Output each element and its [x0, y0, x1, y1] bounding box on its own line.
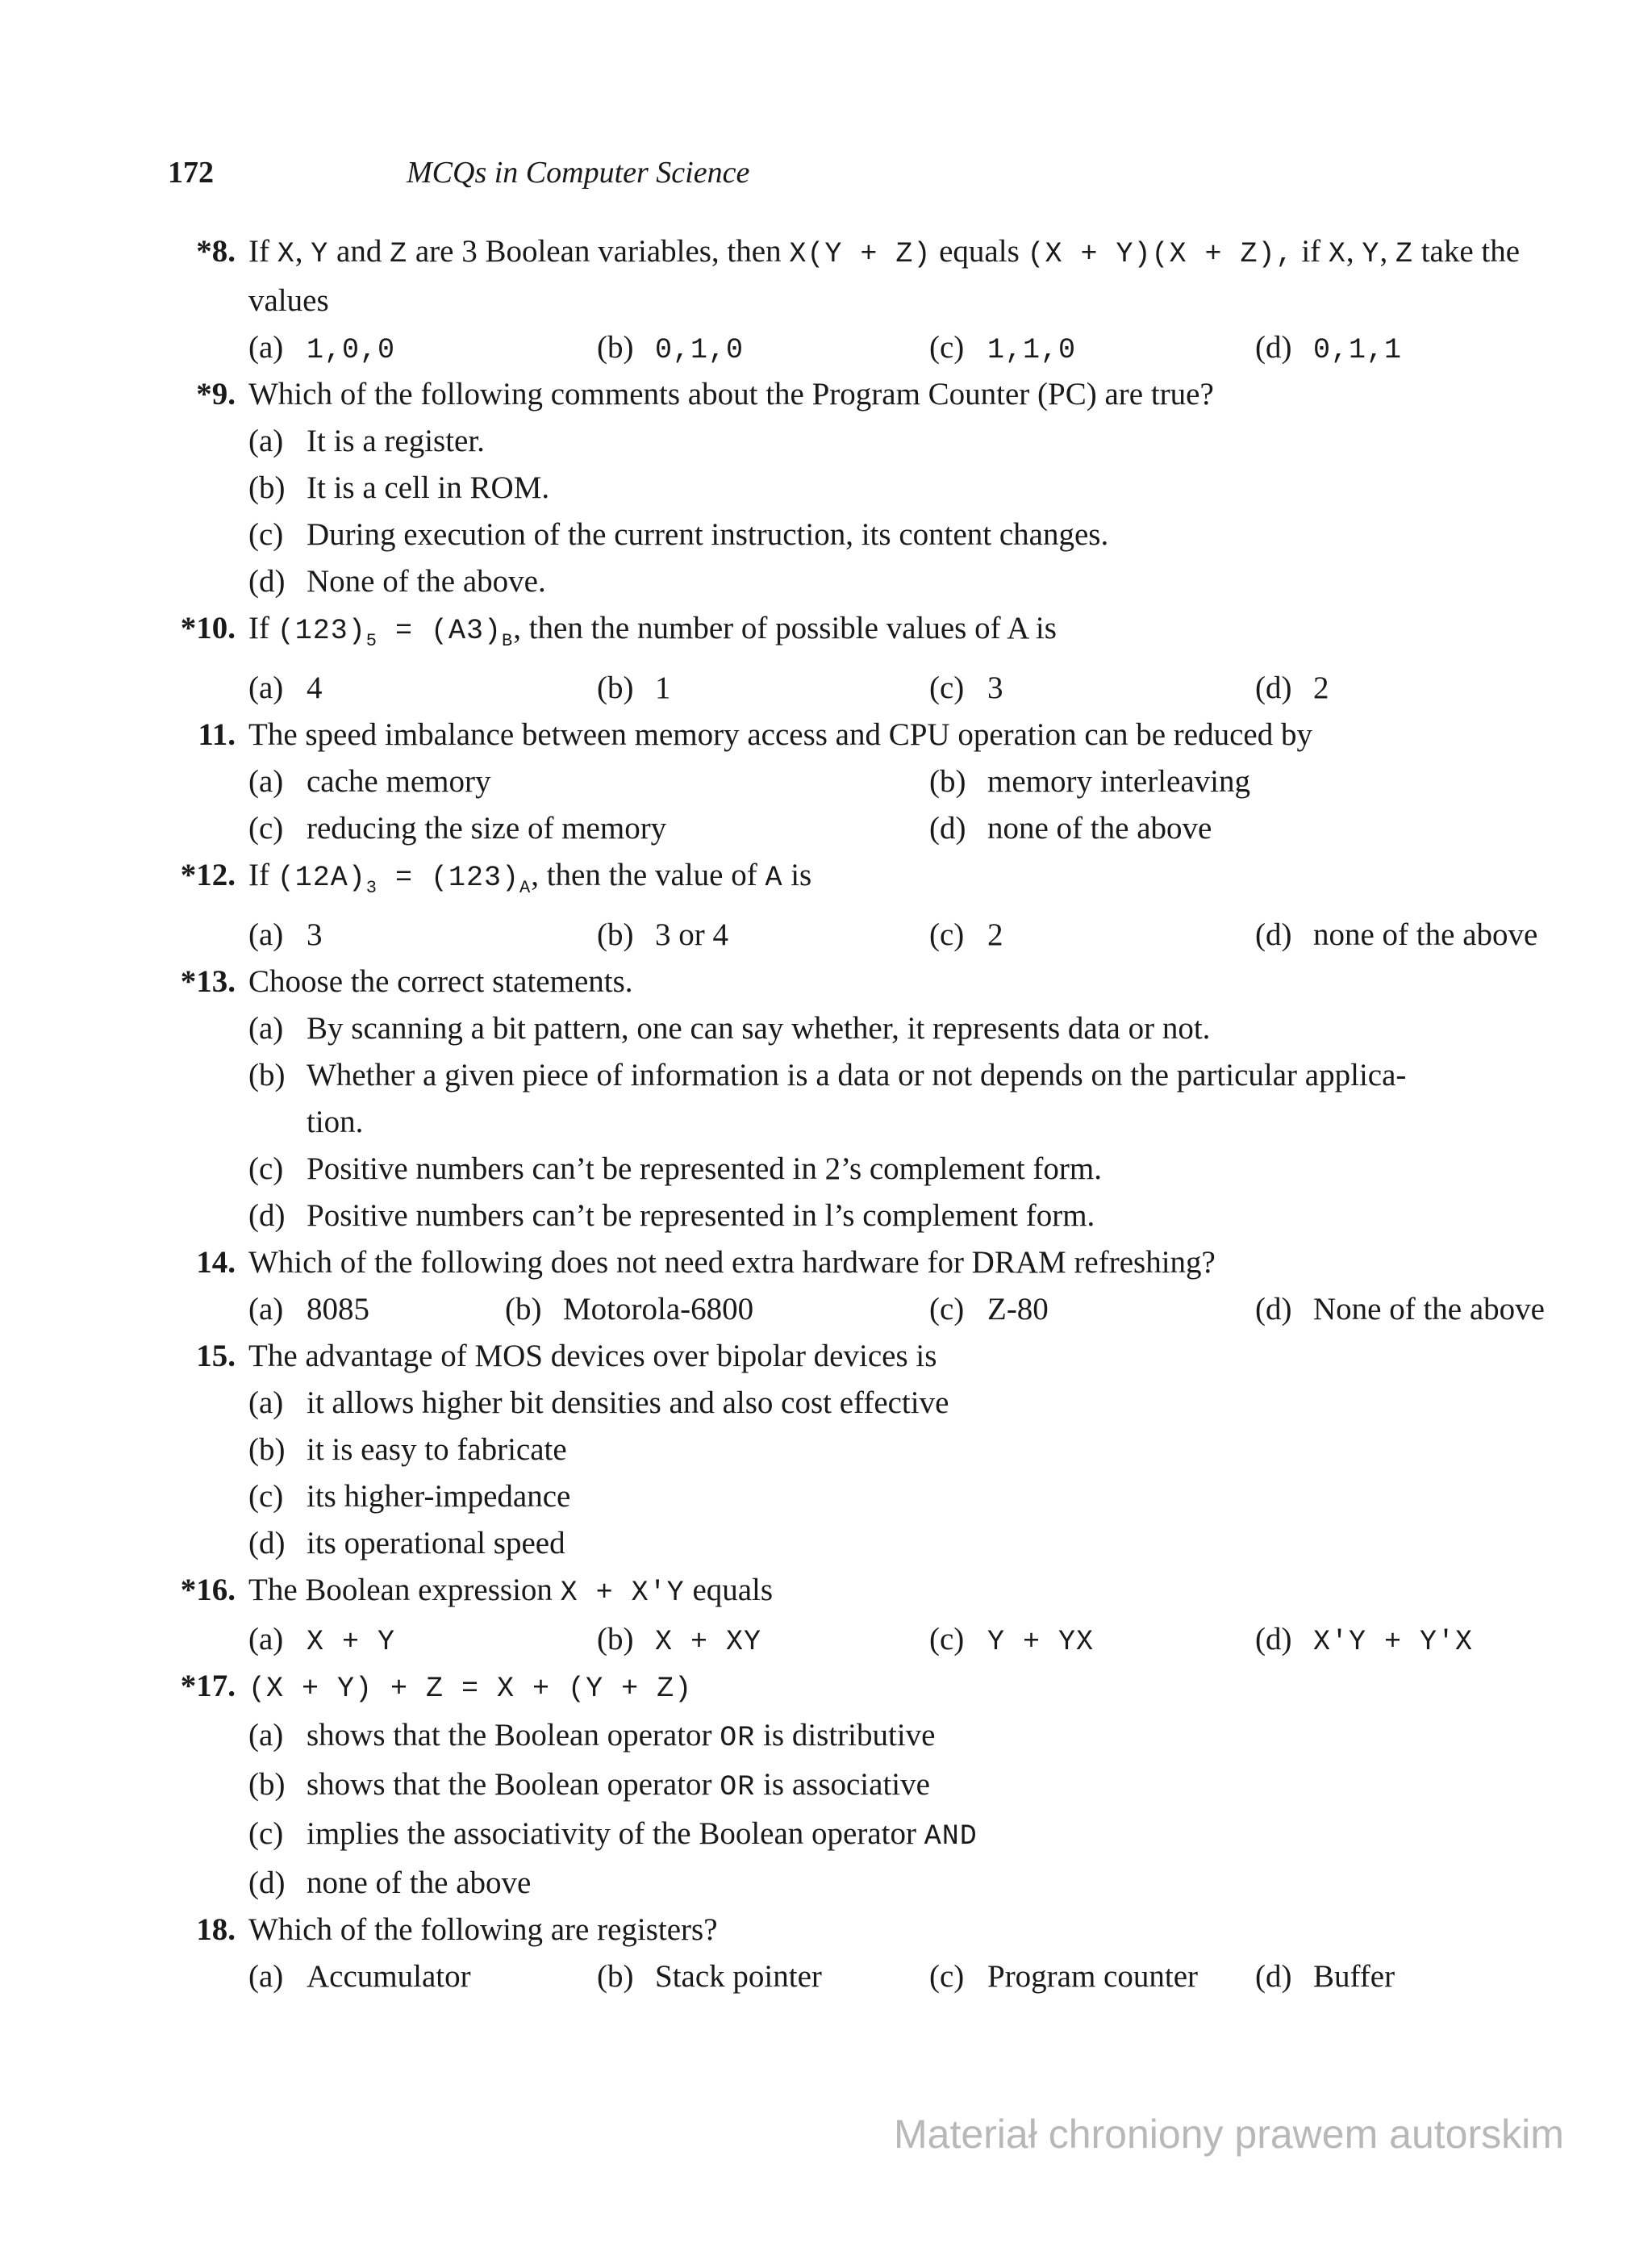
- option-row: [0, 912, 1652, 959]
- text-run: The speed imbalance between memory access and CPU operation can be reduced by: [248, 716, 1312, 752]
- base-subscript: 5: [365, 630, 378, 651]
- answer-option: [0, 1860, 1652, 1907]
- code-expression: (12A): [277, 861, 366, 894]
- text-run: shows that the Boolean operator: [307, 1766, 720, 1802]
- answer-option: [0, 1193, 1652, 1239]
- question-number: *8.: [196, 234, 236, 269]
- text-run: Positive numbers can’t be represented in 2’s complement form.: [307, 1151, 1102, 1186]
- option-label: (b): [248, 470, 286, 505]
- base-subscript: 3: [365, 877, 378, 898]
- option-label: (d): [1255, 917, 1292, 952]
- option-list: [0, 1380, 1652, 1567]
- answer-option: [0, 512, 1652, 558]
- text-run: , then the number of possible values of A is: [513, 611, 1057, 645]
- text-run: None of the above: [1313, 1291, 1545, 1326]
- answer-option: [248, 912, 323, 959]
- answer-option: [248, 1953, 471, 2000]
- text-run: are 3 Boolean variables, then: [407, 234, 790, 269]
- text-run: equals: [931, 234, 1028, 269]
- text-run: and: [328, 234, 390, 269]
- option-label: (c): [248, 517, 284, 552]
- text-run: none of the above: [987, 810, 1212, 846]
- page-header: [168, 155, 750, 190]
- text-run: During execution of the current instruction, its content changes.: [307, 517, 1109, 552]
- option-label: (c): [248, 1151, 284, 1186]
- answer-option: [929, 1953, 1198, 2000]
- answer-option: [0, 558, 1652, 605]
- option-row: [0, 324, 1652, 371]
- text-run: 3: [307, 917, 323, 952]
- text-run: ,: [1379, 234, 1395, 269]
- option-label: (a): [248, 424, 284, 458]
- option-label: (b): [597, 917, 634, 952]
- option-row: [0, 1953, 1652, 2000]
- answer-option: [597, 1953, 822, 2000]
- text-run: Stack pointer: [655, 1958, 822, 1994]
- text-run: memory interleaving: [987, 763, 1250, 799]
- code-expression: Z: [1395, 238, 1413, 270]
- option-label: (c): [929, 1291, 965, 1326]
- question-stem: [0, 1333, 1652, 1380]
- option-label: (a): [248, 763, 284, 799]
- code-expression: AND: [924, 1819, 978, 1853]
- text-run: Z-80: [987, 1291, 1049, 1326]
- text-run: cache memory: [307, 763, 491, 799]
- text-run: it is easy to fabricate: [307, 1431, 567, 1467]
- text-run: it allows higher bit densities and also cost effective: [307, 1385, 949, 1420]
- question-stem: [0, 228, 1652, 324]
- question-number: 14.: [196, 1244, 236, 1280]
- question-stem: [0, 712, 1652, 758]
- option-label: (c): [248, 1478, 284, 1514]
- book-title: MCQs in Computer Science: [407, 156, 750, 190]
- question-number: *9.: [196, 377, 236, 412]
- code-expression: Z: [390, 238, 408, 270]
- text-run: 2: [1313, 670, 1329, 705]
- answer-option: [0, 1052, 1652, 1146]
- option-label: (d): [248, 564, 286, 599]
- option-label: (c): [248, 1815, 284, 1851]
- answer-option: [597, 912, 728, 959]
- option-label: (a): [248, 1717, 284, 1753]
- question-stem: [0, 605, 1652, 665]
- code-expression: X + Y: [307, 1625, 396, 1658]
- question: [0, 1663, 1652, 1907]
- code-expression: = (A3): [377, 615, 502, 647]
- option-row: [0, 665, 1652, 712]
- question: [0, 852, 1652, 959]
- answer-option: [0, 1427, 1652, 1473]
- text-run: The Boolean expression: [248, 1572, 561, 1607]
- question-stem: [0, 1239, 1652, 1286]
- option-label: (d): [1255, 330, 1292, 365]
- question-number: 18.: [196, 1911, 236, 1947]
- text-run: Motorola-6800: [563, 1291, 754, 1326]
- code-expression: X: [1328, 238, 1346, 270]
- option-row: [0, 1286, 1652, 1333]
- code-expression: 0,1,1: [1313, 334, 1403, 366]
- question-number: *12.: [180, 857, 236, 892]
- option-label: (c): [929, 330, 965, 365]
- option-label: (a): [248, 670, 284, 705]
- option-label: (b): [248, 1431, 286, 1467]
- option-list: [0, 1712, 1652, 1907]
- text-run: Program counter: [987, 1958, 1199, 1994]
- answer-option: [1255, 324, 1402, 374]
- answer-option: [597, 324, 744, 374]
- answer-option: [929, 805, 1212, 852]
- answer-option: [929, 1616, 1094, 1665]
- question-stem: [0, 852, 1652, 912]
- question-stem: [0, 1907, 1652, 1953]
- option-continuation: tion.: [307, 1104, 364, 1139]
- answer-option: [1255, 1286, 1545, 1333]
- code-expression: X'Y + Y'X: [1313, 1625, 1474, 1658]
- option-label: (c): [929, 1958, 965, 1994]
- answer-option: [597, 1616, 761, 1665]
- code-expression: Y: [1362, 238, 1380, 270]
- text-run: Which of the following comments about the Program Counter (PC) are true?: [248, 377, 1214, 412]
- text-run: If: [248, 234, 277, 269]
- text-run: 2: [987, 917, 1003, 952]
- question: [0, 959, 1652, 1239]
- text-run: If: [248, 857, 277, 892]
- option-label: (a): [248, 1958, 284, 1994]
- question-number: *13.: [180, 963, 236, 999]
- text-run: Positive numbers can’t be represented in l’s complement form.: [307, 1197, 1095, 1233]
- option-label: (c): [248, 810, 284, 846]
- code-expression: 1,0,0: [307, 334, 396, 366]
- option-label: (d): [248, 1525, 286, 1560]
- answer-option: [0, 1473, 1652, 1520]
- question-number: *17.: [180, 1668, 236, 1703]
- text-run: 8085: [307, 1291, 369, 1326]
- answer-option: [0, 418, 1652, 465]
- option-label: (d): [248, 1865, 286, 1900]
- text-run: 4: [307, 670, 323, 705]
- answer-option: [0, 465, 1652, 512]
- code-expression: OR: [720, 1721, 756, 1754]
- answer-option: [929, 758, 1250, 805]
- option-label: (a): [248, 1385, 284, 1420]
- answer-option: [1255, 665, 1329, 712]
- answer-option: [248, 805, 666, 852]
- answer-option: [929, 665, 1003, 712]
- text-run: its higher-impedance: [307, 1478, 571, 1514]
- option-row: [0, 805, 1652, 852]
- answer-option: [0, 1146, 1652, 1193]
- text-run: The advantage of MOS devices over bipolar devices is: [248, 1338, 937, 1373]
- option-label: (c): [929, 1621, 965, 1656]
- text-run: None of the above.: [307, 564, 546, 599]
- answer-option: [1255, 1616, 1473, 1665]
- option-label: (d): [1255, 1958, 1292, 1994]
- text-run: equals: [684, 1572, 774, 1607]
- text-run: take the values: [248, 234, 1521, 318]
- answer-option: [1255, 1953, 1395, 2000]
- question-stem: [0, 1567, 1652, 1616]
- option-label: (c): [929, 917, 965, 952]
- option-label: (d): [1255, 670, 1292, 705]
- option-label: (a): [248, 330, 284, 365]
- option-list: [0, 418, 1652, 605]
- text-run: 3 or 4: [655, 917, 728, 952]
- option-label: (d): [929, 810, 966, 846]
- answer-option: [248, 758, 490, 805]
- code-expression: X + X'Y: [560, 1576, 685, 1609]
- option-label: (a): [248, 1291, 284, 1326]
- text-run: its operational speed: [307, 1525, 565, 1560]
- text-run: Which of the following does not need extra hardware for DRAM refreshing?: [248, 1244, 1216, 1280]
- text-run: By scanning a bit pattern, one can say whether, it represents data or not.: [307, 1010, 1211, 1046]
- code-expression: (X + Y)(X + Z),: [1027, 238, 1294, 270]
- code-expression: Y + YX: [987, 1625, 1095, 1658]
- option-label: (b): [597, 1958, 634, 1994]
- answer-option: [929, 912, 1003, 959]
- option-label: (a): [248, 1621, 284, 1656]
- text-run: Which of the following are registers?: [248, 1911, 718, 1947]
- text-run: 3: [987, 670, 1003, 705]
- code-expression: 0,1,0: [655, 334, 745, 366]
- answer-option: [0, 1005, 1652, 1052]
- option-list: [0, 1005, 1652, 1239]
- answer-option: [505, 1286, 753, 1333]
- text-run: ,: [294, 234, 311, 269]
- text-run: none of the above: [307, 1865, 532, 1900]
- question-number: *10.: [180, 611, 236, 645]
- answer-option: [248, 1616, 395, 1665]
- base-subscript: A: [519, 877, 532, 898]
- option-label: (b): [597, 1621, 634, 1656]
- text-run: Accumulator: [307, 1958, 471, 1994]
- option-label: (b): [248, 1766, 286, 1802]
- text-run: is distributive: [755, 1717, 936, 1753]
- question: [0, 1907, 1652, 2000]
- text-run: Whether a given piece of information is a data or not depends on the particular applica-: [307, 1057, 1407, 1092]
- text-run: implies the associativity of the Boolean operator: [307, 1815, 924, 1851]
- answer-option: [0, 1520, 1652, 1567]
- text-run: Choose the correct statements.: [248, 963, 633, 999]
- code-expression: = (123): [377, 861, 519, 894]
- option-label: (d): [1255, 1621, 1292, 1656]
- code-expression: (X + Y) + Z = X + (Y + Z): [248, 1672, 693, 1705]
- text-run: It is a cell in ROM.: [307, 470, 550, 505]
- option-row: [0, 758, 1652, 805]
- answer-option: [248, 665, 323, 712]
- option-label: (b): [597, 330, 634, 365]
- answer-option: [0, 1761, 1652, 1811]
- option-label: (b): [248, 1057, 286, 1092]
- question-number: 15.: [196, 1338, 236, 1373]
- question: [0, 605, 1652, 712]
- answer-option: [597, 665, 671, 712]
- answer-option: [248, 324, 395, 374]
- answer-option: [929, 1286, 1049, 1333]
- option-label: (b): [505, 1291, 542, 1326]
- copyright-watermark: Materiał chroniony prawem autorskim: [894, 2112, 1564, 2157]
- code-expression: X + XY: [655, 1625, 762, 1658]
- question: [0, 712, 1652, 852]
- question-list: [0, 228, 1652, 2000]
- base-subscript: B: [502, 630, 514, 651]
- text-run: It is a register.: [307, 424, 485, 458]
- question: [0, 371, 1652, 605]
- text-run: ,: [1345, 234, 1362, 269]
- option-label: (a): [248, 1010, 284, 1046]
- text-run: Buffer: [1313, 1958, 1395, 1994]
- question: [0, 228, 1652, 371]
- code-expression: OR: [720, 1770, 756, 1803]
- page-number: 172: [168, 156, 214, 190]
- option-row: [0, 1616, 1652, 1663]
- answer-option: [0, 1712, 1652, 1761]
- question: [0, 1567, 1652, 1663]
- answer-option: [1255, 912, 1537, 959]
- code-expression: (123): [277, 615, 366, 647]
- code-expression: X(Y + Z): [789, 238, 932, 270]
- option-label: (a): [248, 917, 284, 952]
- answer-option: [248, 1286, 369, 1333]
- option-label: (b): [929, 763, 966, 799]
- answer-option: [929, 324, 1076, 374]
- option-label: (d): [248, 1197, 286, 1233]
- text-run: if: [1293, 234, 1329, 269]
- question: [0, 1239, 1652, 1333]
- text-run: shows that the Boolean operator: [307, 1717, 720, 1753]
- question-stem: [0, 371, 1652, 418]
- option-label: (b): [597, 670, 634, 705]
- code-expression: 1,1,0: [987, 334, 1077, 366]
- option-label: (d): [1255, 1291, 1292, 1326]
- question-number: 11.: [198, 716, 236, 752]
- text-run: If: [248, 611, 277, 645]
- code-expression: Y: [311, 238, 329, 270]
- text-run: none of the above: [1313, 917, 1538, 952]
- text-run: reducing the size of memory: [307, 810, 667, 846]
- text-run: is associative: [755, 1766, 930, 1802]
- question-stem: [0, 959, 1652, 1005]
- question-number: *16.: [180, 1572, 236, 1607]
- text-run: , then the value of: [531, 857, 766, 892]
- text-run: is: [782, 857, 812, 892]
- text-run: 1: [655, 670, 671, 705]
- answer-option: [0, 1380, 1652, 1427]
- code-expression: A: [765, 861, 783, 894]
- answer-option: [0, 1811, 1652, 1860]
- question-stem: [0, 1663, 1652, 1712]
- option-label: (c): [929, 670, 965, 705]
- code-expression: X: [277, 238, 295, 270]
- question: [0, 1333, 1652, 1567]
